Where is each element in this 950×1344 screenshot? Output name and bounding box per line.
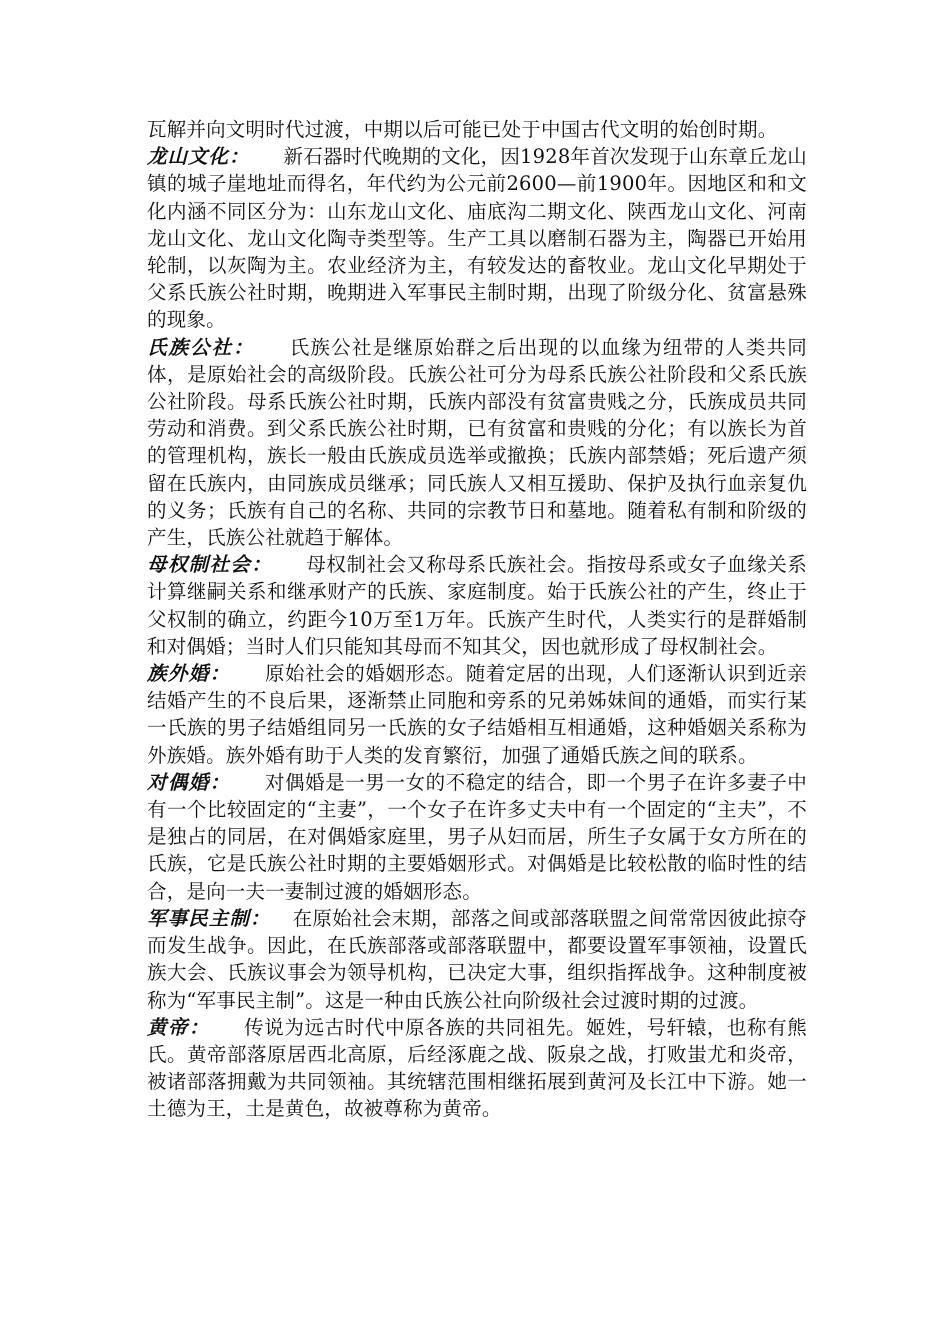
entry-definition: 母权制社会又称母系氏族社会。指按母系或女子血缘关系计算继嗣关系和继承财产的氏族、家庭制度。始于氏族公社的产生，终止于父权制的确立，约距今10万至1万年。氏族产生时代，人类实行的是群婚制和对偶婚；当时人们只能知其母而不知其父，因也就形成了母权制社会。 (147, 553, 807, 658)
entry-definition: 氏族公社是继原始群之后出现的以血缘为纽带的人类共同体，是原始社会的高级阶段。氏族公社可分为母系氏族公社阶段和父系氏族公社阶段。母系氏族公社时期，氏族内部没有贫富贵贱之分，氏族成员共同劳动和消费。到父系氏族公社时期，已有贫富和贵贱的分化；有以族长为首的管理机构，族长一般由氏族成员选举或撤换；氏族内部禁婚；死后遗产须留在氏族内，由同族成员继承；同氏族人又相互援助、保护及执行血亲复仇的义务；氏族有自己的名称、共同的宗教节日和墓地。随着私有制和阶级的产生，氏族公社就趋于解体。 (147, 335, 807, 550)
entry-definition: 新石器时代晚期的文化，因1928年首次发现于山东章丘龙山镇的城子崖地址而得名，年代约为公元前2600—前1900年。因地区和和文化内涵不同区分为：山东龙山文化、庙底沟二期文化、陕西龙山文化、河南龙山文化、龙山文化陶寺类型等。生产工具以磨制石器为主，陶器已开始用轮制，以灰陶为主。农业经济为主，有较发达的畜牧业。龙山文化早期处于父系氏族公社时期，晚期进入军事民主制时期，出现了阶级分化、贫富悬殊的现象。 (147, 145, 807, 332)
entry-term: 母权制社会： (147, 553, 273, 577)
intro-text: 瓦解并向文明时代过渡，中期以后可能已处于中国古代文明的始创时期。 (147, 118, 778, 141)
entry-term: 对偶婚： (147, 770, 231, 794)
entry-definition: 传说为远古时代中原各族的共同祖先。姬姓，号轩辕，也称有熊氏。黄帝部落原居西北高原，后经涿鹿之战、阪泉之战，打败蚩尤和炎帝，被诸部落拥戴为共同领袖。其统辖范围相继拓展到黄河及长江中下游。她一土德为王，土是黄色，故被尊称为黄帝。 (147, 1015, 807, 1121)
entry-definition: 对偶婚是一男一女的不稳定的结合，即一个男子在许多妻子中有一个比较固定的“主妻”，一个女子在许多丈夫中有一个固定的“主夫”，不是独占的同居，在对偶婚家庭里，男子从妇而居，所生子女属于女方所在的氏族，它是氏族公社时期的主要婚姻形式。对偶婚是比较松散的临时性的结合，是向一夫一妻制过渡的婚姻形态。 (147, 770, 807, 903)
entry-military-democracy (147, 905, 807, 1014)
entry-yellow-emperor (147, 1014, 807, 1123)
entry-definition: 原始社会的婚姻形态。随着定居的出现，人们逐渐认识到近亲结婚产生的不良后果，逐渐禁止同胞和旁系的兄弟姊妹间的通婚，而实行某一氏族的男子结婚组同另一氏族的女子结婚相互相通婚，这种婚姻关系称为外族婚。族外婚有助于人类的发育繁衍，加强了通婚氏族之间的联系。 (147, 662, 807, 767)
entry-term: 龙山文化： (147, 145, 250, 169)
entry-term: 军事民主制： (147, 906, 271, 930)
entry-term: 族外婚： (147, 662, 231, 686)
entry-matriarchal-society (147, 551, 807, 660)
document-page (147, 116, 807, 1123)
entry-term: 氏族公社： (147, 335, 255, 359)
entry-pairing-marriage (147, 769, 807, 905)
entry-term: 黄帝： (147, 1015, 210, 1039)
entry-longshan-culture (147, 143, 807, 333)
entry-exogamy (147, 660, 807, 769)
entry-definition: 在原始社会末期，部落之间或部落联盟之间常常因彼此掠夺而发生战争。因此，在氏族部落或部落联盟中，都要设置军事领袖，设置氏族大会、氏族议事会为领导机构，已决定大事，组织指挥战争。这种制度被称为“军事民主制”。这是一种由氏族公社向阶级社会过渡时期的过渡。 (147, 906, 807, 1012)
intro-paragraph (147, 116, 807, 143)
entry-clan-commune (147, 334, 807, 552)
